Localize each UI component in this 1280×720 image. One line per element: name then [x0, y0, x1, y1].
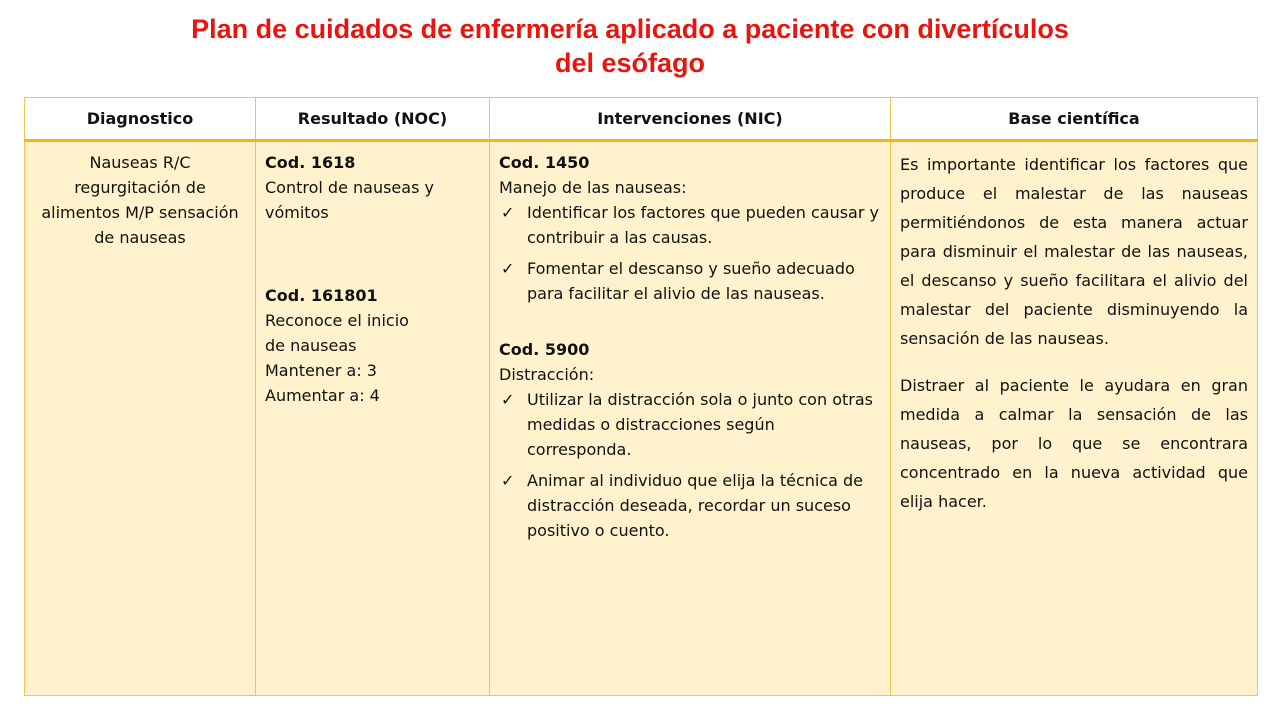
header-diagnostico: Diagnostico [25, 98, 256, 141]
noc-aumentar: Aumentar a: 4 [265, 386, 380, 405]
noc-text-2a: Reconoce el inicio [265, 311, 409, 330]
base-paragraph-1: Es importante identificar los factores que produce el malestar de las nauseas permitiéndonos de esta manera actuar para disminuir el malestar de las nauseas, el descanso y sueño facilitara el alivio del malestar del paciente disminuyendo la sensación de las nauseas. [900, 155, 1248, 348]
cell-diagnostico: Nauseas R/C regurgitación de alimentos M/P sensación de nauseas [25, 141, 256, 696]
check-icon: ✓ [501, 471, 515, 490]
cell-intervenciones-nic [490, 141, 891, 696]
header-resultado-noc: Resultado (NOC) [256, 98, 490, 141]
page-title-line1: Plan de cuidados de enfermería aplicado a paciente con divertículos [191, 14, 1069, 44]
header-base-cientifica: Base científica [891, 98, 1258, 141]
noc-text-2b: de nauseas [265, 336, 357, 355]
nic-code-2: Cod. 5900 [499, 340, 590, 359]
noc-code-1: Cod. 1618 [265, 153, 356, 172]
table-row [25, 141, 1258, 696]
nic-list-1 [499, 200, 881, 306]
nic-code-1: Cod. 1450 [499, 153, 590, 172]
nic-label-1: Manejo de las nauseas: [499, 178, 687, 197]
nic-label-2: Distracción: [499, 365, 595, 384]
base-paragraph-2: Distraer al paciente le ayudara en gran medida a calmar la sensación de las nauseas, por lo que se encontrara concentrado en la nueva actividad que elija hacer. [900, 376, 1248, 511]
check-icon: ✓ [501, 390, 515, 409]
check-icon: ✓ [501, 259, 515, 278]
list-item: ✓ Identificar los factores que pueden causar y contribuir a las causas. [499, 200, 881, 250]
nic-list-2 [499, 387, 881, 543]
page-title [0, 12, 1260, 80]
list-item: ✓ Utilizar la distracción sola o junto con otras medidas o distracciones según corresponda. [499, 387, 881, 462]
noc-mantener: Mantener a: 3 [265, 361, 377, 380]
list-item: ✓ Animar al individuo que elija la técnica de distracción deseada, recordar un suceso positivo o cuento. [499, 468, 881, 543]
care-plan-table [24, 97, 1258, 696]
check-icon: ✓ [501, 203, 515, 222]
cell-resultado-noc [256, 141, 490, 696]
page-title-line2: del esófago [554, 48, 706, 78]
cell-base-cientifica [891, 141, 1258, 696]
list-item: ✓ Fomentar el descanso y sueño adecuado para facilitar el alivio de las nauseas. [499, 256, 881, 306]
table-header-row [25, 98, 1258, 141]
noc-text-1: Control de nauseas y vómitos [265, 178, 434, 222]
noc-code-2: Cod. 161801 [265, 286, 378, 305]
header-intervenciones-nic: Intervenciones (NIC) [490, 98, 891, 141]
